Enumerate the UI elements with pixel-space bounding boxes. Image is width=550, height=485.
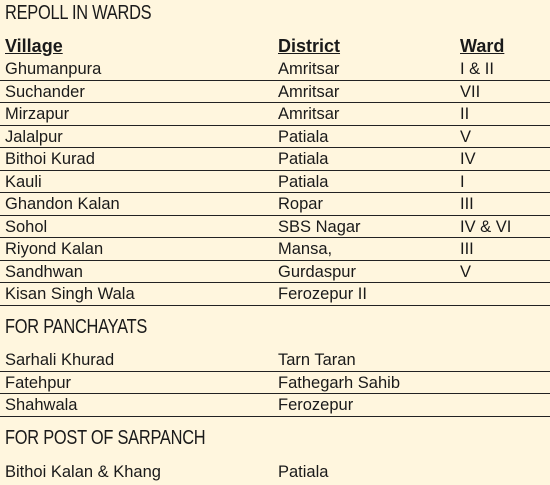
ward-cell: III — [460, 240, 474, 258]
district-cell: Gurdaspur — [278, 262, 356, 281]
village-cell: Bithoi Kalan & Khang — [5, 463, 161, 481]
table-row — [0, 283, 550, 306]
table-row — [0, 58, 550, 81]
district-cell: Patiala — [278, 127, 329, 146]
ward-cell: IV & VI — [460, 217, 512, 236]
district-cell: Amritsar — [278, 60, 340, 78]
table-row — [0, 148, 550, 171]
village-cell: Sarhali Khurad — [5, 351, 115, 369]
district-cell: Amritsar — [278, 82, 340, 101]
table-row — [0, 461, 550, 484]
village-cell: Mirzapur — [5, 105, 70, 123]
village-cell: Riyond Kalan — [5, 240, 104, 258]
village-cell: Shahwala — [5, 396, 78, 414]
district-cell: Tarn Taran — [278, 351, 356, 369]
village-cell: Sohol — [5, 217, 48, 236]
district-cell: Patiala — [278, 172, 329, 191]
district-cell: Ropar — [278, 195, 323, 213]
village-cell: Ghumanpura — [5, 60, 102, 78]
header-ward: Ward — [460, 36, 505, 56]
header-village: Village — [5, 36, 63, 56]
district-cell: Ferozepur II — [278, 285, 367, 303]
village-cell: Bithoi Kurad — [5, 150, 95, 168]
table-row — [0, 103, 550, 126]
table-row — [0, 372, 550, 395]
for-panchayats-title: FOR PANCHAYATS — [5, 316, 148, 338]
ward-cell: VII — [460, 82, 481, 101]
village-cell: Kauli — [5, 172, 42, 191]
ward-cell: I & II — [460, 60, 494, 78]
table-row — [0, 81, 550, 104]
ward-cell: V — [460, 262, 472, 281]
ward-cell: IV — [460, 150, 476, 168]
table-row — [0, 171, 550, 194]
for-post-of-sarpanch-title: FOR POST OF SARPANCH — [5, 427, 206, 449]
village-cell: Suchander — [5, 82, 85, 101]
village-cell: Fatehpur — [5, 373, 72, 392]
table-row — [0, 349, 550, 372]
district-cell: Mansa, — [278, 240, 333, 258]
ward-cell: II — [460, 105, 470, 123]
ward-cell: III — [460, 195, 474, 213]
table-row — [0, 261, 550, 284]
village-cell: Ghandon Kalan — [5, 195, 120, 213]
table-row — [0, 238, 550, 261]
table-row — [0, 216, 550, 239]
district-cell: Patiala — [278, 463, 329, 481]
table-row — [0, 126, 550, 149]
village-cell: Kisan Singh Wala — [5, 285, 135, 303]
ward-cell: V — [460, 127, 472, 146]
table-row — [0, 394, 550, 417]
table-row — [0, 193, 550, 216]
village-cell: Jalalpur — [5, 127, 63, 146]
district-cell: Amritsar — [278, 105, 340, 123]
repoll-in-wards-title: REPOLL IN WARDS — [5, 2, 152, 24]
district-cell: Ferozepur — [278, 396, 354, 414]
district-cell: SBS Nagar — [278, 217, 361, 236]
district-cell: Fathegarh Sahib — [278, 373, 401, 392]
ward-cell: I — [460, 172, 465, 191]
header-district: District — [278, 36, 341, 56]
district-cell: Patiala — [278, 150, 329, 168]
village-cell: Sandhwan — [5, 262, 83, 281]
